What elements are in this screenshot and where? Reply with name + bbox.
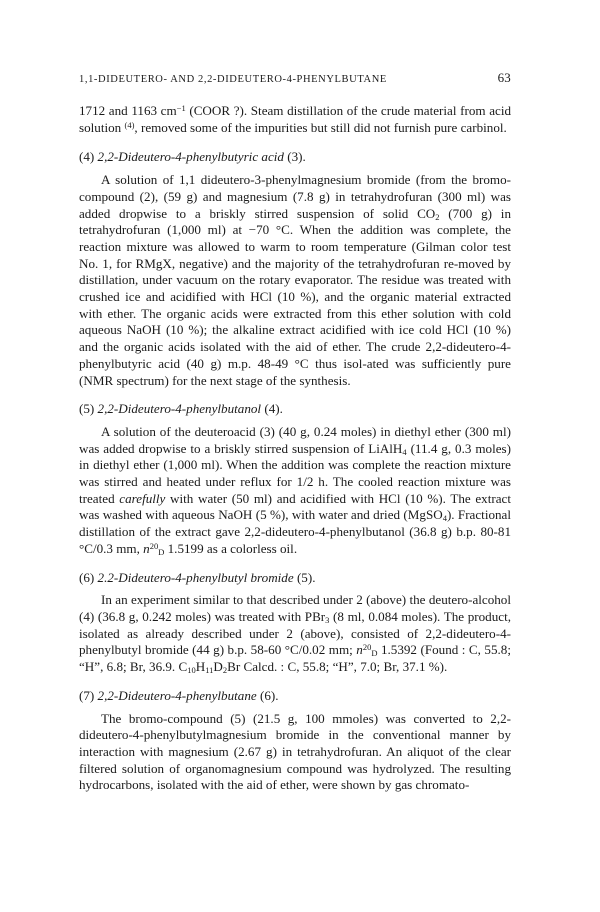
paragraph-intro: 1712 and 1163 $cm^{-1}$ (COOR ?). Steam distillation of the crude material from acid solution $^{(4)}$, removed some of the impurities but still did not furnish pure carbinol. [79, 103, 511, 135]
page-number: 63 [497, 70, 511, 85]
reference-marker: (4) [124, 119, 135, 130]
paragraph-section-6: In an experiment similar to that described under 2 (above) the deutero-alcohol (4) (36.8 g, 0.242 moles) was treated with PBr$_3$ (8 ml, 0.084 moles). The product, isolated as already described under 2 (above), consisted of 2,2-dideutero-4-phenylbutyl bromide (44 g) b.p. 58-60 °C/0.02 mm; $n^{20}_D$ 1.5392 (Found : C, 55.8; “H”, 6.8; Br, 36.9. $C_{10}H_{11}D_2Br$ Calcd. : C, 55.8; “H”, 7.0; Br, 37.1 %). [79, 592, 511, 676]
section-heading-6: (6) 2.2-Dideutero-4-phenylbutyl bromide (5). [79, 569, 316, 585]
paragraph-section-5: A solution of the deuteroacid (3) (40 g, 0.24 moles) in diethyl ether (300 ml) was added dropwise to a briskly stirred suspension of LiAlH$_4$ (11.4 g, 0.3 moles) in diethyl ether (1,000 ml). When the addition was complete the reaction mixture was stirred and heated under reflux for 1/2 h. The cooled reaction mixture was treated carefully with water (50 ml) and acidified with HCl (10 %). The extract was washed with aqueous NaOH (5 %), with water and dried (MgSO$_4$). Fractional distillation of the extract gave 2,2-dideutero-4-phenylbutanol (36.8 g) b.p. 80-81 °C/0.3 mm, $n^{20}_D$ 1.5199 as a colorless oil. [79, 423, 511, 557]
paragraph-section-7: The bromo-compound (5) (21.5 g, 100 mmoles) was converted to 2,2-dideutero-4-phenylbutylmagnesium bromide in the conventional manner by interaction with magnesium (2.67 g) in tetrahydrofuran. An aliquot of the clear filtered solution of organomagnesium compound was hydrolyzed. The resulting hydrocarbons, isolated with the aid of ether, were shown by gas chromato- [79, 710, 511, 793]
section-heading-7: (7) 2,2-Dideutero-4-phenylbutane (6). [79, 687, 279, 703]
body-text [79, 103, 511, 794]
running-title: 1,1-DIDEUTERO- AND 2,2-DIDEUTERO-4-PHENYLBUTANE [79, 74, 387, 85]
section-heading-4: (4) 2,2-Dideutero-4-phenylbutyric acid (3). [79, 149, 306, 165]
running-head [79, 70, 511, 86]
section-heading-5: (5) 2,2-Dideutero-4-phenylbutanol (4). [79, 401, 283, 417]
page [79, 70, 511, 794]
paragraph-section-4: A solution of 1,1 dideutero-3-phenylmagnesium bromide (from the bromo-compound (2), (59 g) and magnesium (7.8 g) in tetrahydrofuran (300 ml) was added dropwise to a briskly stirred suspension of solid $CO_2$ (700 g) in tetrahydrofuran (1,000 ml) at −70 °C. When the addition was complete, the reaction mixture was allowed to warm to room temperature (Gilman color test No. 1, for RMgX, negative) and the majority of the tetrahydrofuran re-moved by distillation, under vacuum on the rotary evaporator. The residue was treated with crushed ice and acidified with HCl (10 %), and the organic material extracted with ether. The organic acids were extracted from this ether solution with cold aqueous NaOH (10 %); the alkaline extract acidified with ice cold HCl (10 %) and the organic acids isolated with the aid of ether. The crude 2,2-dideutero-4-phenylbutyric acid (40 g) m.p. 48-49 °C thus isol-ated was sufficiently pure (NMR spectrum) for the next stage of the synthesis. [79, 172, 511, 388]
